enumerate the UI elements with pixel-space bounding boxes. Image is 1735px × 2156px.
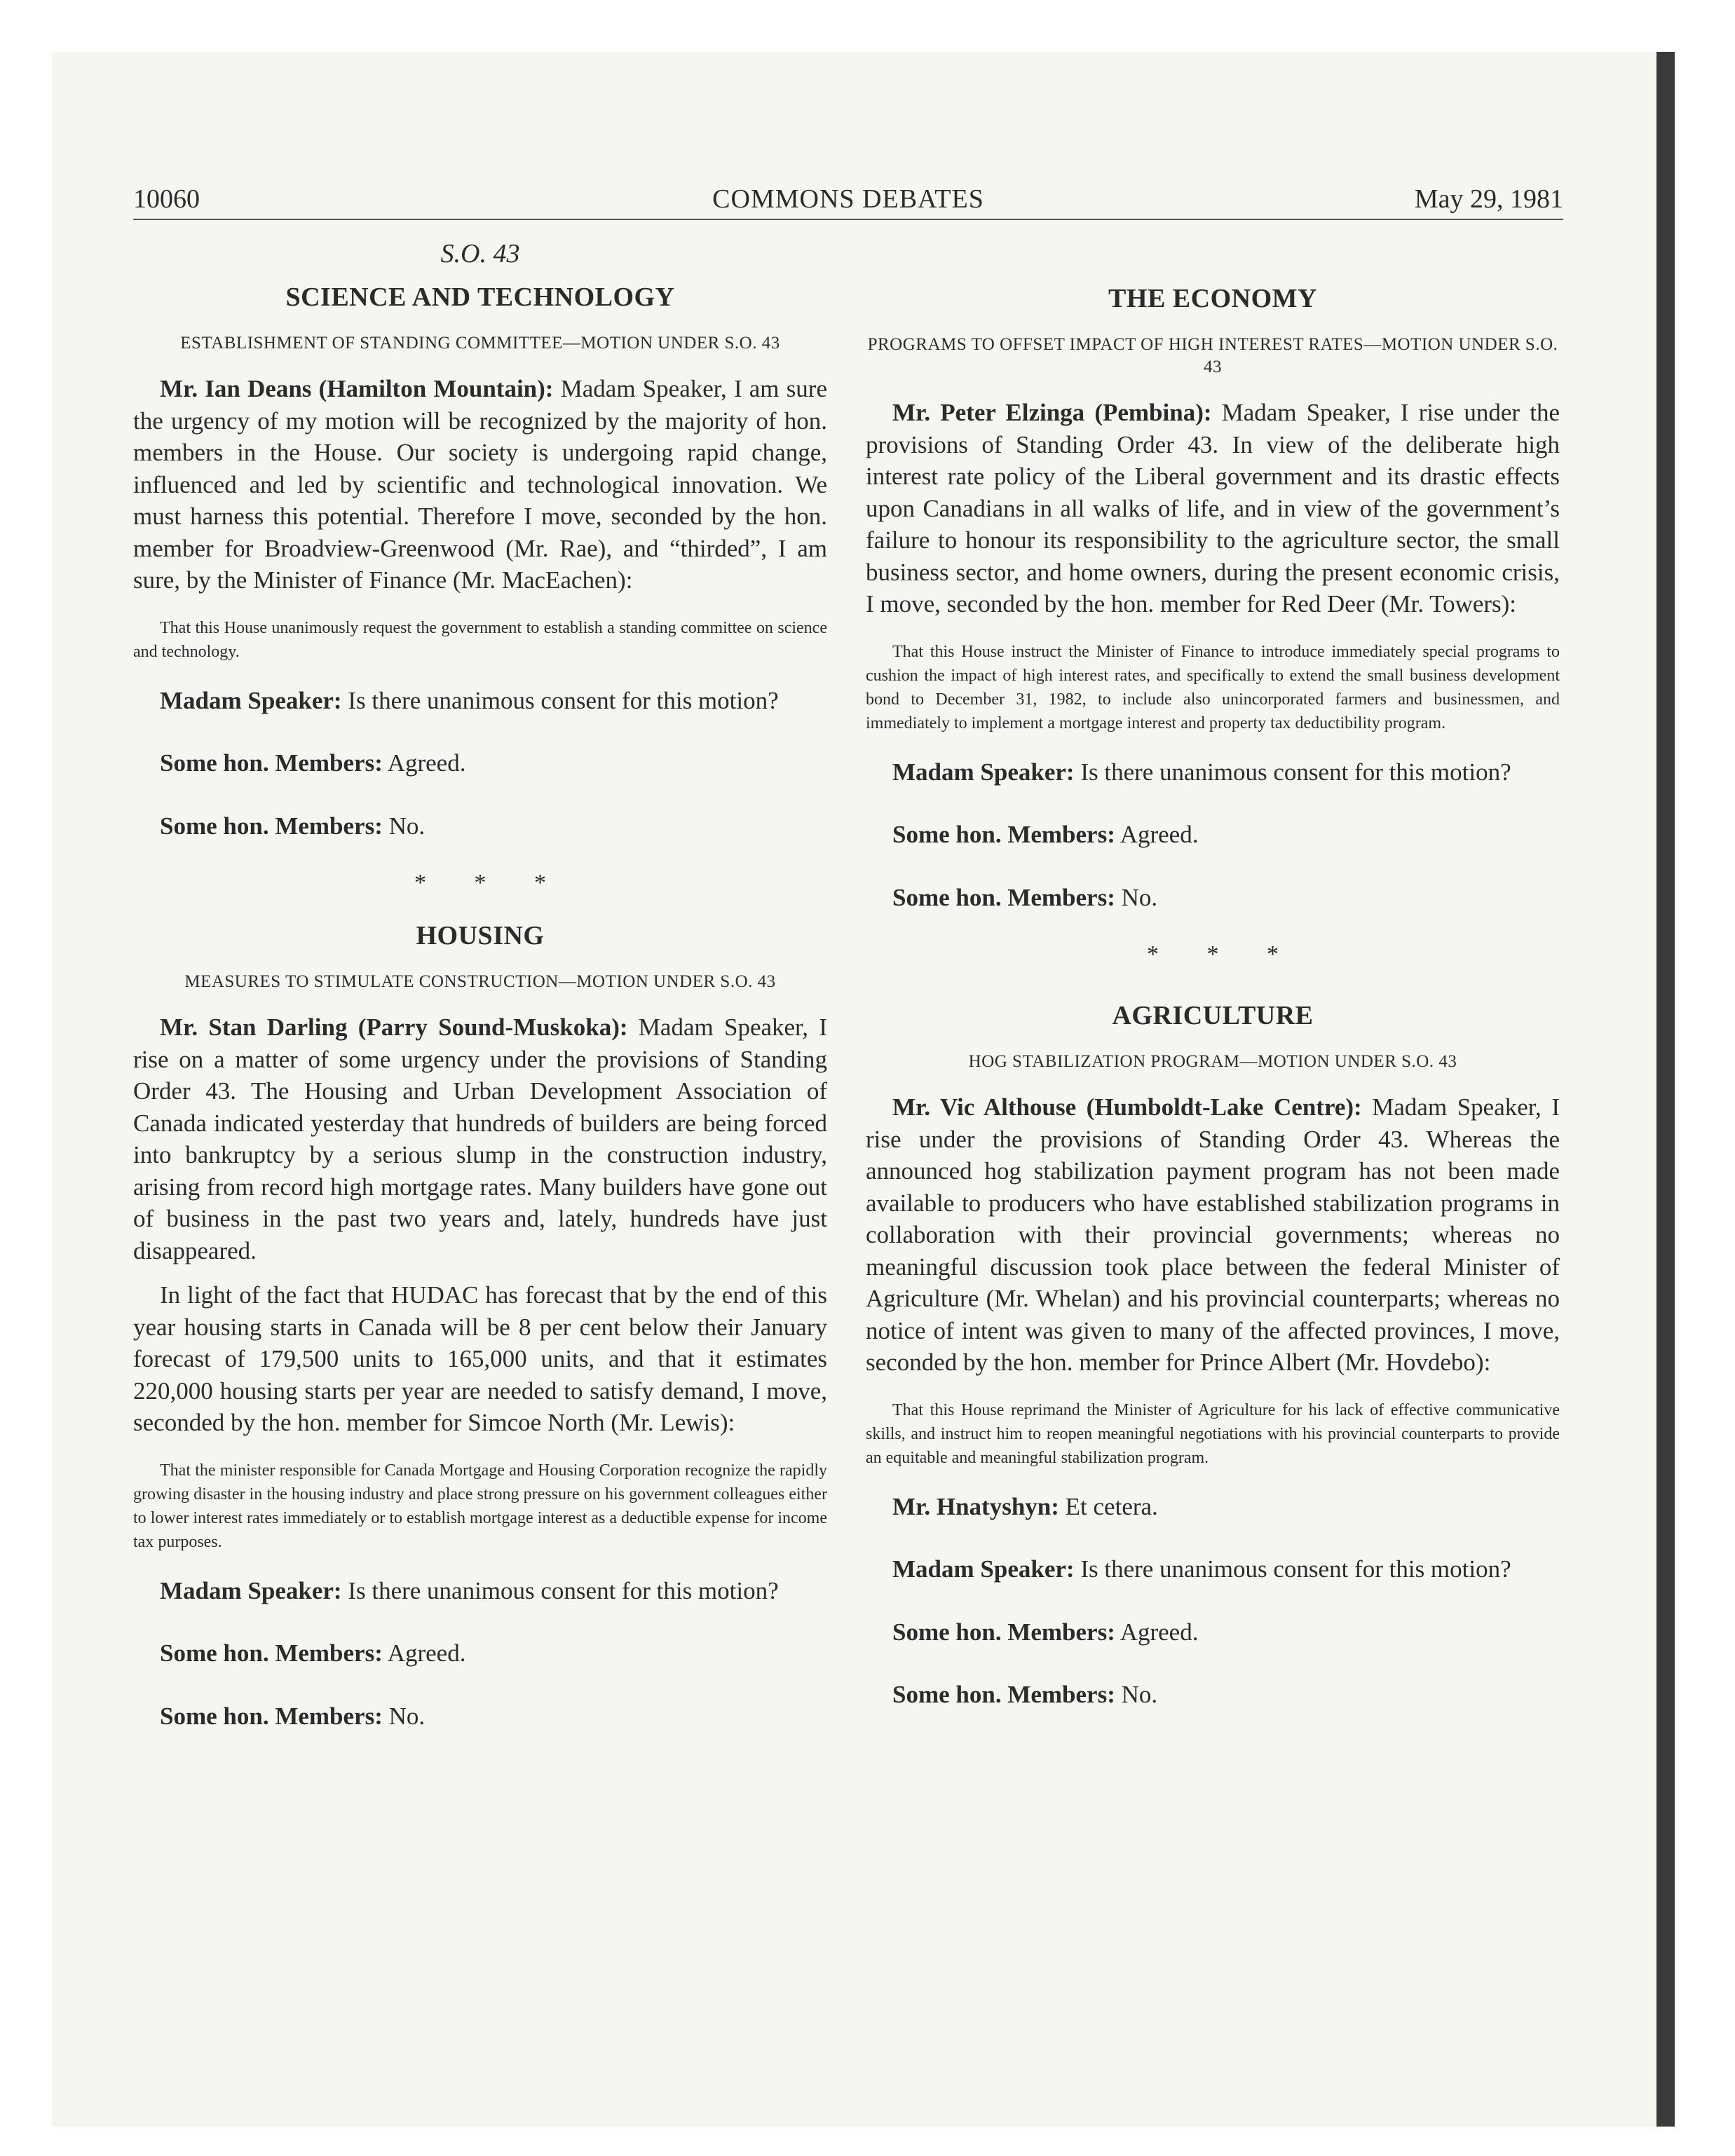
- section-separator: * * *: [1147, 941, 1300, 967]
- speech-text: No.: [1121, 1681, 1158, 1708]
- speech-line: [866, 1491, 1560, 1523]
- standing-order-label: S.O. 43: [440, 239, 520, 268]
- speaker-name: Some hon. Members:: [892, 821, 1115, 848]
- speaker-name: Mr. Ian Deans (Hamilton Mountain):: [160, 375, 554, 402]
- scan-edge-bar: [1656, 52, 1675, 2127]
- speech-line: [866, 882, 1560, 914]
- page-date: May 29, 1981: [1414, 184, 1563, 214]
- motion-text: That this House reprimand the Minister of Agriculture for his lack of effective communicative skills, and instruct him to reopen meaningful negotiations with his provincial counterparts to provide an equitable and meaningful stabilization program.: [866, 1400, 1560, 1467]
- speaker-name: Some hon. Members:: [892, 1681, 1115, 1708]
- speech-text: Is there unanimous consent for this motion?: [1080, 1555, 1511, 1583]
- speech-text: No.: [388, 812, 426, 840]
- motion-text: That the minister responsible for Canada Mortgage and Housing Corporation recognize the rapidly growing disaster in the housing industry and place strong pressure on his government colleagues either to lower interest rates immediately or to establish mortgage interest as a deductible expense for income tax purposes.: [133, 1461, 827, 1551]
- section-science: [133, 282, 827, 842]
- speech-text: Is there unanimous consent for this motion?: [1080, 758, 1511, 786]
- speaker-name: Madam Speaker:: [892, 758, 1075, 786]
- speech-text: No.: [388, 1702, 426, 1730]
- section-heading: HOUSING: [416, 921, 545, 950]
- section-heading: AGRICULTURE: [1112, 1001, 1314, 1030]
- speech-line: [866, 1616, 1560, 1649]
- speech-line: [133, 685, 827, 717]
- section-economy: [866, 231, 1560, 913]
- right-column: [866, 231, 1560, 1711]
- speech-text: Is there unanimous consent for this motion?: [348, 1576, 779, 1604]
- speaker-name: Mr. Vic Althouse (Humboldt-Lake Centre):: [892, 1093, 1362, 1121]
- speech-text: Agreed.: [387, 749, 466, 777]
- speaker-name: Some hon. Members:: [160, 1639, 383, 1667]
- speaker-name: Some hon. Members:: [160, 749, 383, 777]
- speaker-name: Mr. Peter Elzinga (Pembina):: [892, 399, 1212, 426]
- speaker-name: Mr. Stan Darling (Parry Sound-Muskoka):: [160, 1014, 628, 1041]
- section-subheading: MEASURES TO STIMULATE CONSTRUCTION—MOTION UNDER S.O. 43: [184, 972, 776, 991]
- speech-text: Et cetera.: [1065, 1492, 1158, 1520]
- speech-text: No.: [1121, 883, 1158, 911]
- section-heading: THE ECONOMY: [1108, 284, 1317, 313]
- speech-text: Madam Speaker, I rise on a matter of some urgency under the provisions of Standing Order 43. The Housing and Urban Development Association of Canada indicated yesterday that hundreds of builders are being forced into bankruptcy by a serious slump in the construction industry, arising from record high mortgage rates. Many builders have gone out of business in the past two years and, lately, hundreds have just disappeared.: [133, 1014, 827, 1264]
- motion-text: That this House instruct the Minister of Finance to introduce immediately special programs to cushion the impact of high interest rates, and specifically to extend the small business development bond to December 31, 1982, to include also unincorporated farmers and businessmen, and immediately to implement a mortgage interest and property tax deductibility program.: [866, 642, 1560, 732]
- speech-text: Is there unanimous consent for this motion?: [348, 686, 779, 714]
- speech-text: Madam Speaker, I rise under the provisions of Standing Order 43. In view of the deliberate high interest rate policy of the Liberal government and its drastic effects upon Canadians in all walks of life, and in view of the government’s failure to honour its responsibility to the agriculture sector, the small business sector, and home owners, during the present economic crisis, I move, seconded by the hon. member for Red Deer (Mr. Towers):: [866, 399, 1560, 618]
- speech-paragraph: [133, 373, 827, 596]
- page-header: [133, 184, 1563, 220]
- speech-line: [133, 1637, 827, 1670]
- speech-line: [133, 1700, 827, 1733]
- speaker-name: Madam Speaker:: [892, 1555, 1075, 1583]
- speech-line: [133, 810, 827, 842]
- speech-paragraph: [866, 1091, 1560, 1379]
- speech-paragraph: [133, 1011, 827, 1267]
- speech-paragraph: [866, 397, 1560, 620]
- speech-text: Agreed.: [387, 1639, 466, 1667]
- speech-line: [866, 1553, 1560, 1585]
- speaker-name: Madam Speaker:: [160, 1576, 342, 1604]
- speech-line: [133, 1575, 827, 1607]
- speaker-name: Some hon. Members:: [160, 1702, 383, 1730]
- motion-text: That this House unanimously request the government to establish a standing committee on science and technology.: [133, 618, 827, 661]
- speech-text: Madam Speaker, I am sure the urgency of my motion will be recognized by the majority of hon. members in the House. Our society is undergoing rapid change, influenced and led by scientific and technological innovation. We must harness this potential. Therefore I move, seconded by the hon. member for Broadview-Greenwood (Mr. Rae), and “thirded”, I am sure, by the Minister of Finance (Mr. MacEachen):: [133, 375, 827, 594]
- section-housing: [133, 920, 827, 1732]
- speech-text: Agreed.: [1120, 821, 1199, 848]
- speaker-name: Mr. Hnatyshyn:: [892, 1492, 1059, 1520]
- speaker-name: Some hon. Members:: [892, 883, 1115, 911]
- page-number: 10060: [133, 184, 200, 214]
- speech-line: [866, 819, 1560, 851]
- speaker-name: Madam Speaker:: [160, 686, 342, 714]
- speech-line: [866, 756, 1560, 789]
- speech-line: [133, 747, 827, 779]
- section-separator: * * *: [414, 870, 567, 896]
- section-subheading: HOG STABILIZATION PROGRAM—MOTION UNDER S.O. 43: [968, 1052, 1457, 1071]
- speaker-name: Some hon. Members:: [892, 1618, 1115, 1646]
- section-agriculture: [866, 1000, 1560, 1711]
- speech-text: Madam Speaker, I rise under the provisions of Standing Order 43. Whereas the announced hog stabilization payment program has not been made available to producers who have established stabilization programs in collaboration with their provincial governments; whereas no meaningful discussion took place between the federal Minister of Agriculture (Mr. Whelan) and his provincial counterparts; whereas no notice of intent was given to many of the affected provinces, I move, seconded by the hon. member for Prince Albert (Mr. Hovdebo):: [866, 1093, 1560, 1376]
- speech-paragraph: In light of the fact that HUDAC has forecast that by the end of this year housing starts in Canada will be 8 per cent below their January forecast of 179,500 units to 165,000 units, and that it estimates 220,000 housing starts per year are needed to satisfy demand, I move, seconded by the hon. member for Simcoe North (Mr. Lewis):: [133, 1281, 827, 1436]
- section-subheading: PROGRAMS TO OFFSET IMPACT OF HIGH INTEREST RATES—MOTION UNDER S.O. 43: [867, 335, 1558, 376]
- section-subheading: ESTABLISHMENT OF STANDING COMMITTEE—MOTION UNDER S.O. 43: [180, 334, 780, 353]
- left-column: [133, 231, 827, 1732]
- section-heading: SCIENCE AND TECHNOLOGY: [285, 282, 675, 312]
- speaker-name: Some hon. Members:: [160, 812, 383, 840]
- speech-line: [866, 1679, 1560, 1711]
- header-rule: [133, 219, 1563, 220]
- speech-text: Agreed.: [1120, 1618, 1199, 1646]
- publication-title: COMMONS DEBATES: [712, 184, 984, 214]
